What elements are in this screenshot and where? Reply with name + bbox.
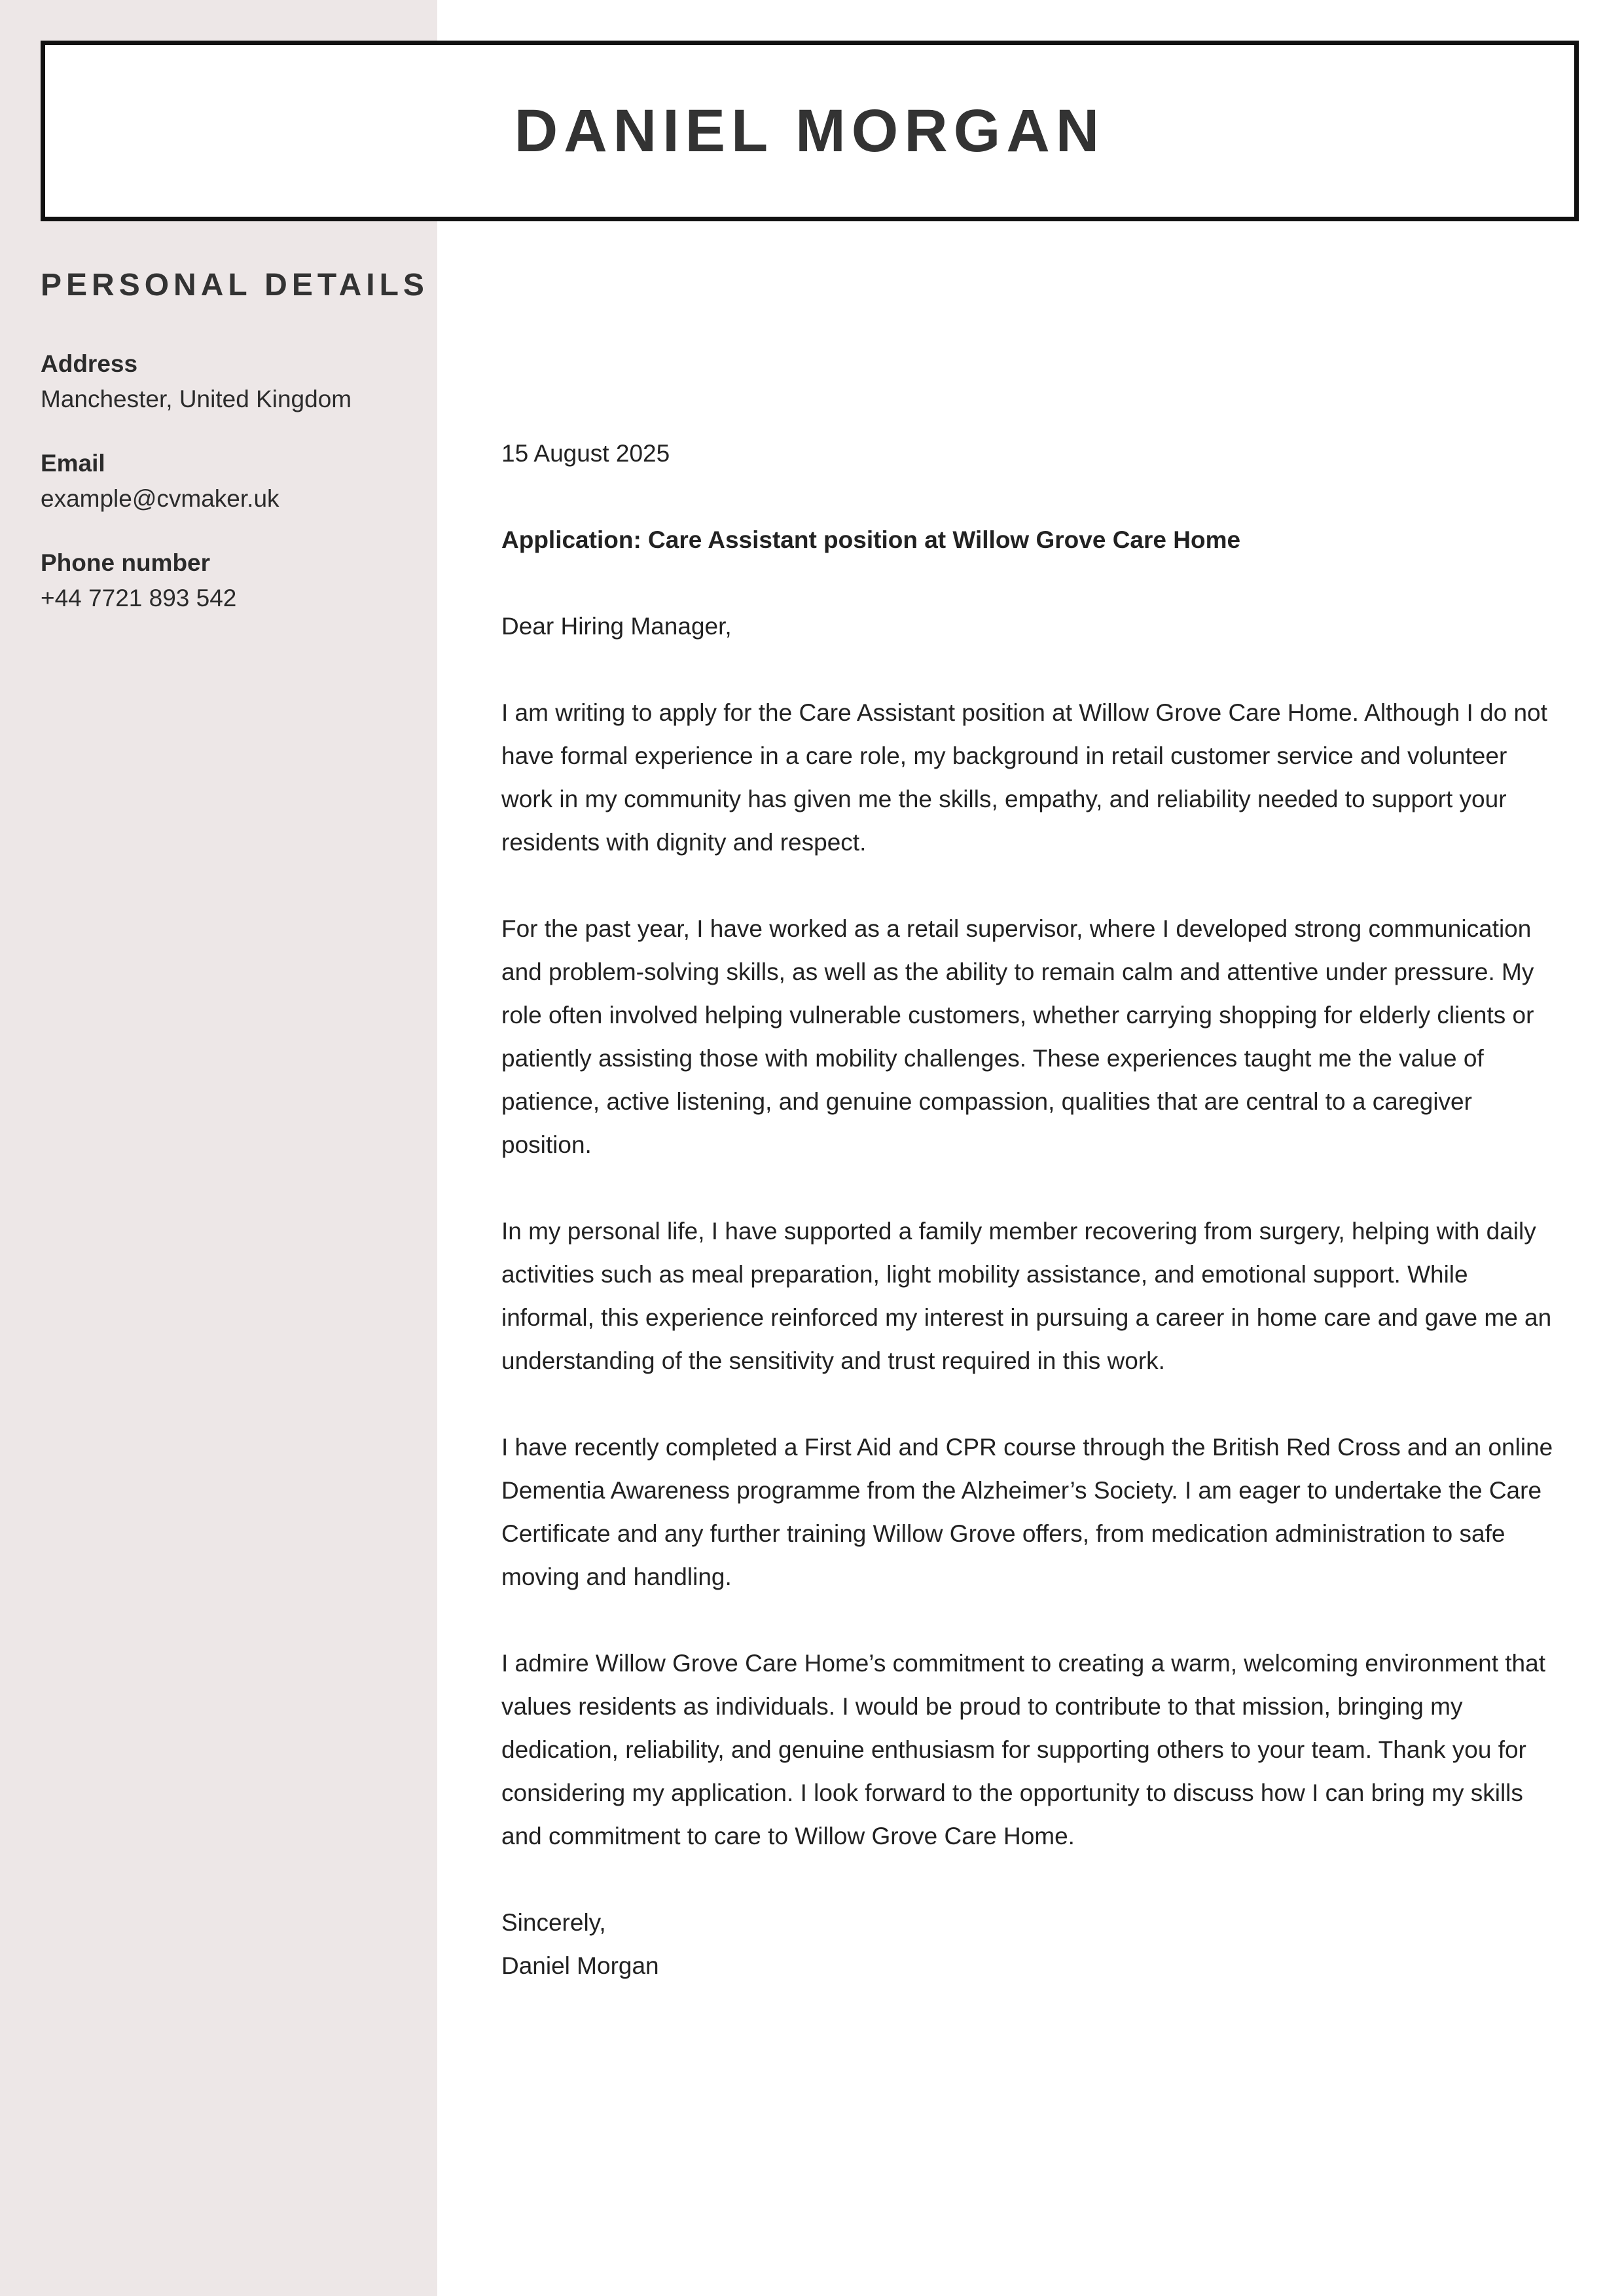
phone-detail (41, 546, 420, 617)
letter-paragraph: I admire Willow Grove Care Home’s commitment to creating a warm, welcoming environment that values residents as individuals. I would be proud to contribute to that mission, bringing my dedication, reliability, and genuine enthusiasm for supporting others to your team. Thank you for considering my application. I look forward to the opportunity to discuss how I can bring my skills and commitment to care to Willow Grove Care Home. (501, 1650, 1545, 1850)
name-header (41, 41, 1579, 221)
sidebar (0, 0, 437, 2296)
letter-paragraph: For the past year, I have worked as a retail supervisor, where I developed strong communication and problem-solving skills, as well as the ability to remain calm and attentive under pressure. My role often involved helping vulnerable customers, whether carrying shopping for elderly clients or patiently assisting those with mobility challenges. These experiences taught me the value of patience, active listening, and genuine compassion, qualities that are central to a caregiver position. (501, 915, 1534, 1158)
email-value: example@cvmaker.uk (41, 485, 279, 512)
phone-label: Phone number (41, 549, 211, 576)
address-value: Manchester, United Kingdom (41, 386, 352, 412)
applicant-name: DANIEL MORGAN (514, 97, 1106, 164)
letter-paragraph: I am writing to apply for the Care Assistant position at Willow Grove Care Home. Although I do not have formal experience in a care role, my background in retail customer service and volunteer work in my community has given me the skills, empathy, and reliability needed to support your residents with dignity and respect. (501, 699, 1547, 856)
email-label: Email (41, 450, 105, 477)
personal-details (41, 347, 420, 646)
letter-signature: Daniel Morgan (501, 1952, 659, 1979)
letter-paragraph: I have recently completed a First Aid and CPR course through the British Red Cross and an online Dementia Awareness programme from the Alzheimer’s Society. I am eager to undertake the Care Certificate and any further training Willow Grove offers, from medication administration to safe moving and handling. (501, 1434, 1553, 1590)
phone-value: +44 7721 893 542 (41, 585, 237, 611)
cover-letter (501, 432, 1562, 1988)
email-detail (41, 446, 420, 517)
personal-details-title: PERSONAL DETAILS (41, 268, 429, 302)
letter-paragraph: In my personal life, I have supported a family member recovering from surgery, helping with daily activities such as meal preparation, light mobility assistance, and emotional support. While informal, this experience reinforced my interest in pursuing a career in home care and gave me an understanding of the sensitivity and trust required in this work. (501, 1218, 1552, 1374)
letter-closing-block (501, 1901, 1562, 1988)
letter-greeting: Dear Hiring Manager, (501, 613, 732, 640)
letter-closing: Sincerely, (501, 1909, 606, 1936)
address-detail (41, 347, 420, 418)
letter-date: 15 August 2025 (501, 440, 670, 467)
letter-subject: Application: Care Assistant position at Willow Grove Care Home (501, 526, 1241, 553)
address-label: Address (41, 350, 138, 377)
